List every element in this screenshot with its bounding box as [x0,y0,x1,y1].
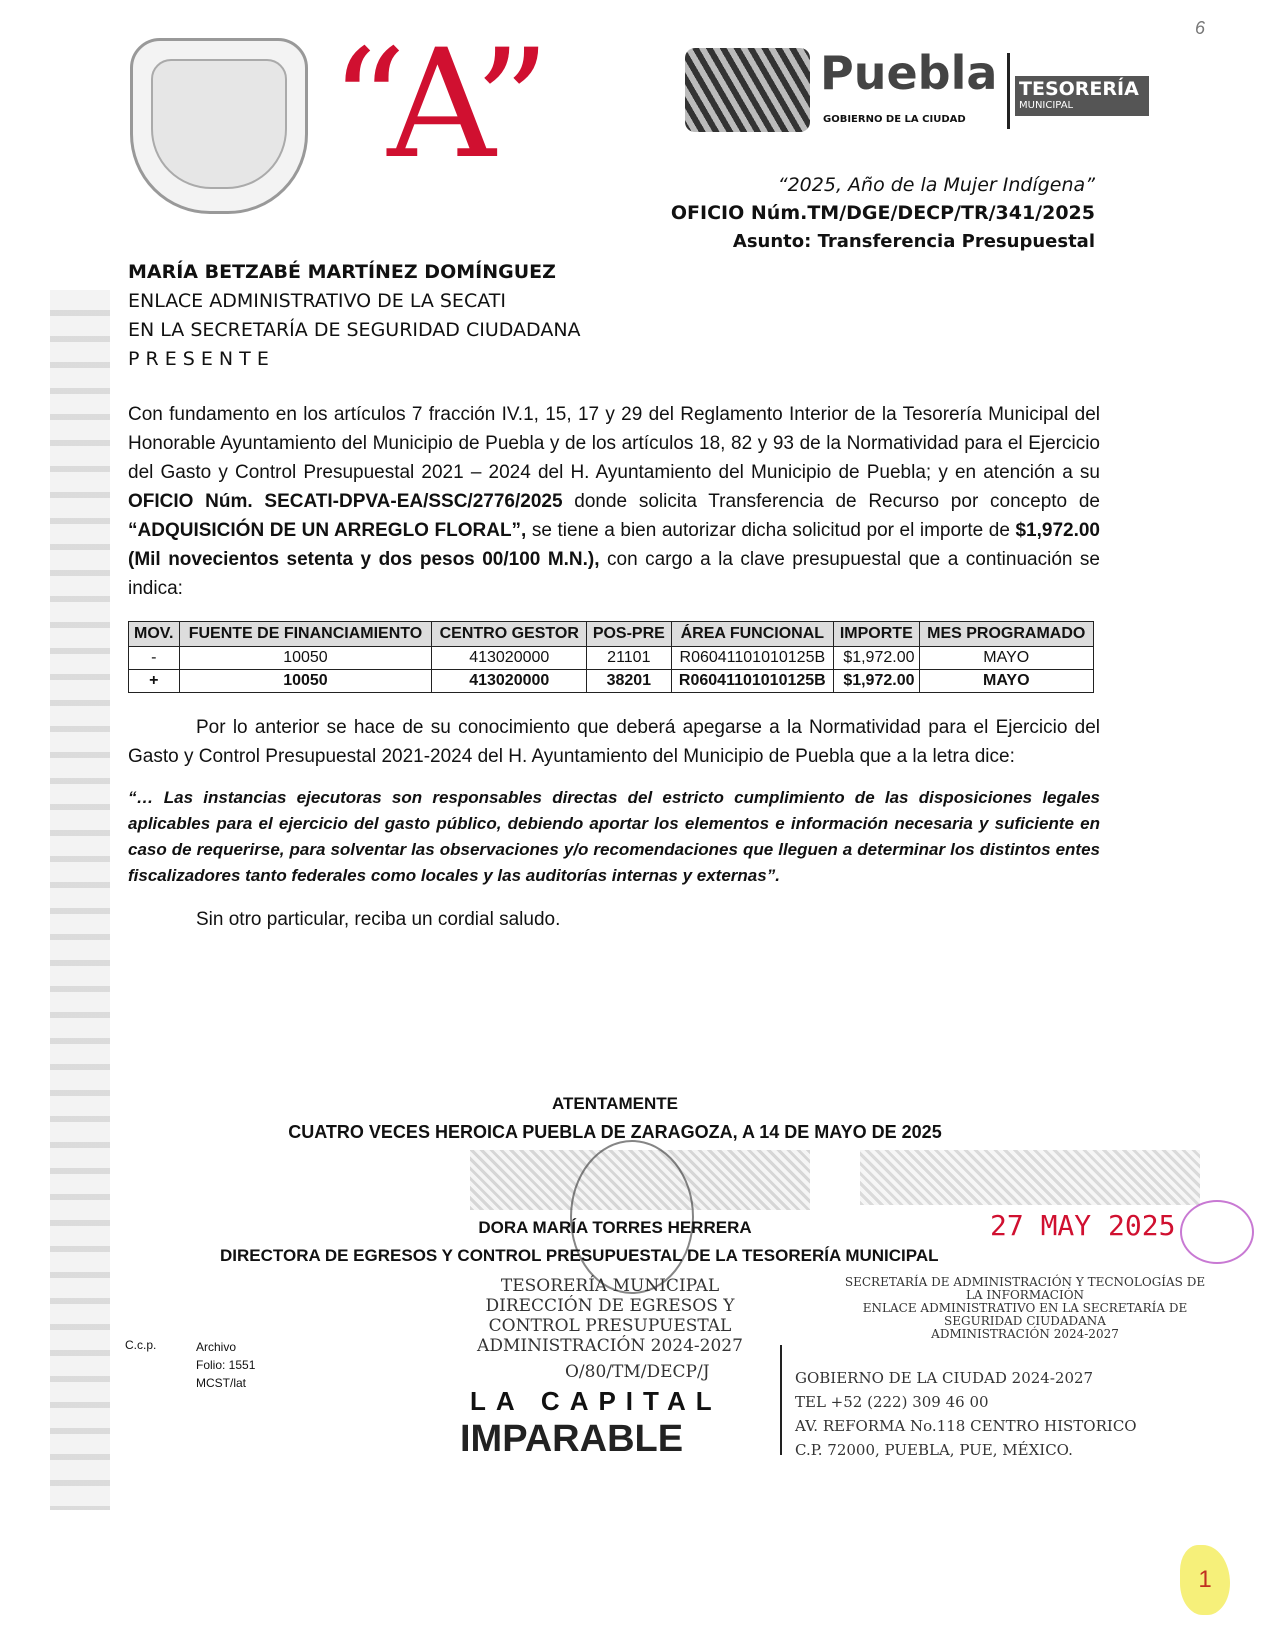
subject: Asunto: Transferencia Presupuestal [732,231,1095,252]
body-paragraph-1: Con fundamento en los artículos 7 fracción IV.1, 15, 17 y 29 del Reglamento Interior de la Tesorería Municipal del Honorable Ayuntamiento del Municipio de Puebla y de los artículos 18, 82 y 93 de la Normatividad para el Ejercicio del Gasto y Control Presupuestal 2021 – 2024 del H. Ayuntamiento del Municipio de Puebla; y en atención a su OFICIO Núm. SECATI-DPVA-EA/SSC/2776/2025 donde solicita Transferencia de Recurso por concepto de “ADQUISICIÓN DE UN ARREGLO FLORAL”, se tiene a bien autorizar dicha solicitud por el importe de $1,972.00 (Mil novecientos setenta y dos pesos 00/100 M.N.), con cargo a la clave presupuestal que a continuación se indica: [128,404,1100,599]
secati-logo [860,1150,1200,1205]
regulation-quote: “… Las instancias ejecutoras son responsables directas del estricto cumplimiento de las disposiciones legales aplicables para el ejercicio del gasto público, debiendo aportar los elementos e información necesaria y suficiente en caso de requerirse, para solventar las observaciones y/o recomendaciones que lleguen a determinar los distintos entes fiscalizadores tanto federales como locales y las auditorías internas y externas”. [128,788,1100,885]
footer-divider [780,1345,782,1455]
slogan-line1: LA CAPITAL [470,1386,722,1416]
handwritten-mark: “A” [330,18,551,192]
signer-name: DORA MARÍA TORRES HERRERA [478,1218,752,1237]
place-date: CUATRO VECES HEROICA PUEBLA DE ZARAGOZA, A 14 DE MAYO DE 2025 [288,1122,942,1142]
closing: Sin otro particular, reciba un cordial saludo. [196,909,561,930]
logo-city: Puebla [820,46,998,100]
municipal-seal [130,38,308,214]
table-row: - 10050 413020000 21101 R06041101010125B $1,972.00 MAYO [129,647,1094,670]
atentamente: ATENTAMENTE [552,1094,678,1113]
logo-sub: GOBIERNO DE LA CIUDAD [823,114,966,125]
city-emblem-icon [685,48,810,132]
scan-edge-pattern [50,290,110,1510]
received-stamp-text: SECRETARÍA DE ADMINISTRACIÓN Y TECNOLOGÍAS DE LA INFORMACIÓN ENLACE ADMINISTRATIVO EN LA SECRETARÍA DE SEGURIDAD CIUDADANA ADMINISTRACIÓN 2024-2027 [844,1275,1206,1341]
page-number: 1 [1180,1545,1230,1615]
received-date-stamp: 27 MAY 2025 [990,1209,1176,1242]
oficio-number: OFICIO Núm.TM/DGE/DECP/TR/341/2025 [670,202,1095,224]
table-header-row: MOV. FUENTE DE FINANCIAMIENTO CENTRO GESTOR POS-PRE ÁREA FUNCIONAL IMPORTE MES PROGRAMADO [129,622,1094,647]
slogan-line2: IMPARABLE [460,1418,684,1460]
letter-body [128,400,1100,934]
purple-initials [1180,1200,1254,1264]
signature-scribble [570,1140,694,1294]
recipient-line2: EN LA SECRETARÍA DE SEGURIDAD CIUDADANA [128,319,581,341]
puebla-tesoreria-logo [685,48,1155,132]
recipient-name: MARÍA BETZABÉ MARTÍNEZ DOMÍNGUEZ [128,261,556,283]
tesoreria-stamp-text: TESORERÍA MUNICIPAL DIRECCIÓN DE EGRESOS Y CONTROL PRESUPUESTAL ADMINISTRACIÓN 2024-2027 [477,1276,743,1356]
recipient-line3: P R E S E N T E [128,348,269,370]
logo-dept: TESORERÍA MUNICIPAL [1015,76,1149,116]
footer-code: O/80/TM/DECP/J [565,1362,710,1382]
corner-number: 6 [1195,18,1206,38]
logo-divider [1007,53,1010,129]
footer-address: GOBIERNO DE LA CIUDAD 2024-2027 TEL +52 (222) 309 46 00 AV. REFORMA No.118 CENTRO HISTORICO C.P. 72000, PUEBLA, PUE, MÉXICO. [795,1369,1137,1459]
body-paragraph-2: Por lo anterior se hace de su conocimiento que deberá apegarse a la Normatividad para el Ejercicio del Gasto y Control Presupuestal 2021-2024 del H. Ayuntamiento del Municipio de Puebla que a la letra dice: [128,717,1100,767]
ccp-label: C.c.p. [125,1338,157,1352]
budget-table [128,621,1094,693]
ccp-list: Archivo Folio: 1551 MCST/lat [196,1340,256,1390]
year-motto: “2025, Año de la Mujer Indígena” [777,174,1095,196]
recipient-line1: ENLACE ADMINISTRATIVO DE LA SECATI [128,290,506,312]
table-row: + 10050 413020000 38201 R06041101010125B $1,972.00 MAYO [129,670,1094,693]
signer-title: DIRECTORA DE EGRESOS Y CONTROL PRESUPUESTAL DE LA TESORERÍA MUNICIPAL [220,1246,939,1265]
